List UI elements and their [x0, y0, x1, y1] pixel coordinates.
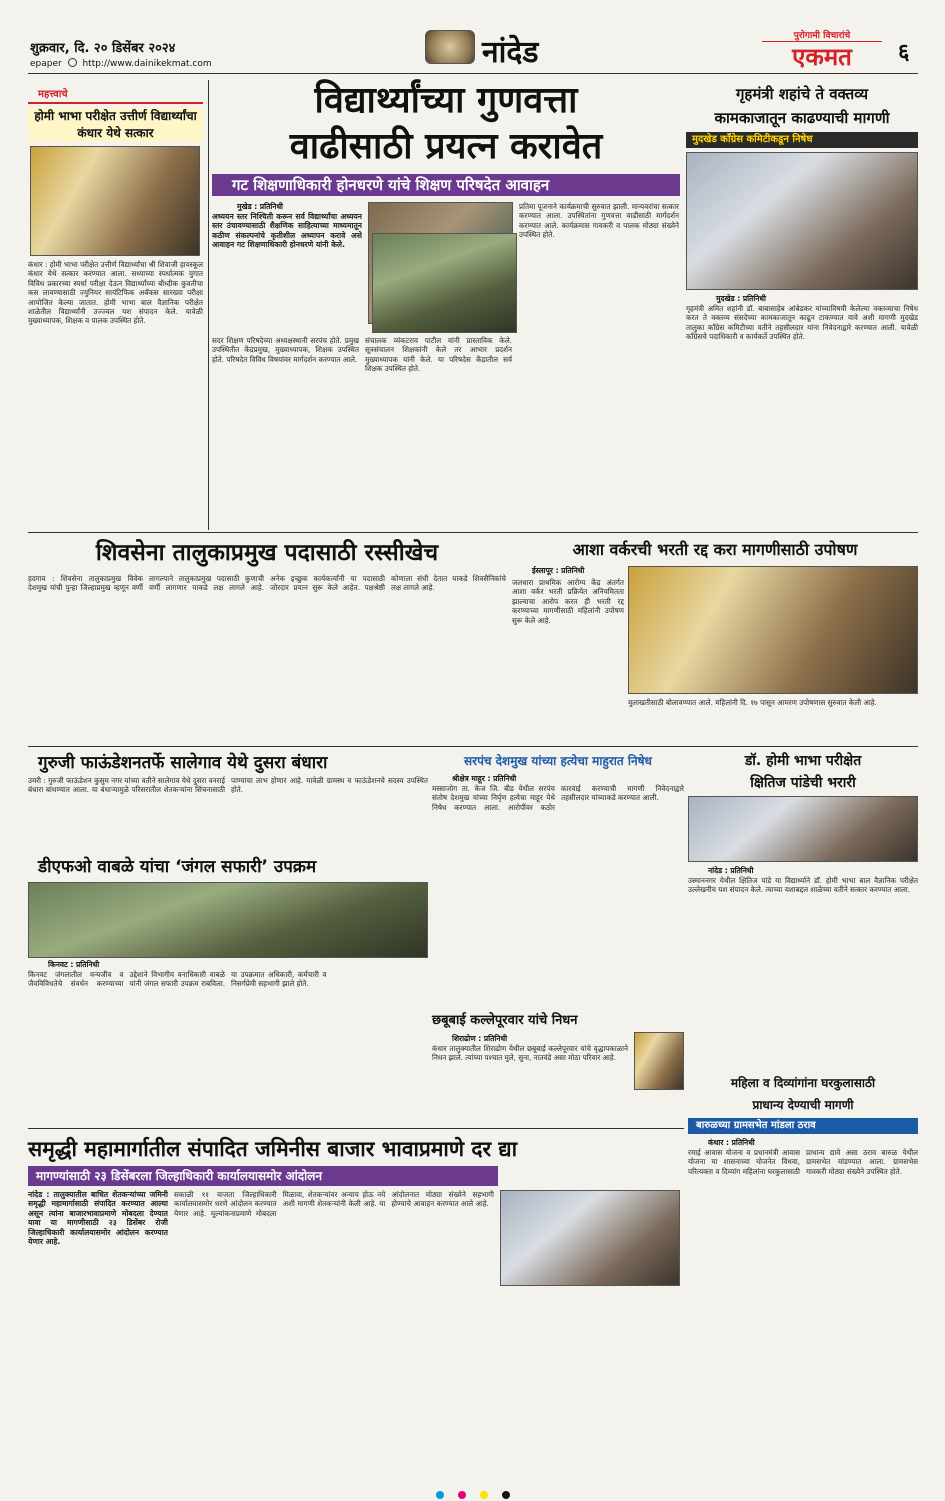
mahila-byline: कंधार : प्रतिनिधी	[708, 1138, 755, 1147]
registration-dot-icon	[436, 1491, 444, 1499]
samruddhi-photo	[500, 1190, 680, 1286]
paper-brand: एकमत	[792, 42, 852, 71]
chhabubai-story	[432, 1010, 684, 1126]
guruji-story	[28, 750, 428, 850]
page-number: ६	[898, 40, 910, 65]
registration-dot-icon	[458, 1491, 466, 1499]
dfo-body: किनवट जंगलातील वन्यजीव व जैवविविधतेचे संवर्धन करण्याच्या उद्देशाने विभागीय वनाधिकारी वाबळे यांनी जंगल सफारी उपक्रम राबविला. या उपक्रमात अधिकारी, कर्मचारी व निसर्गप्रेमी सहभागी झाले होते.	[28, 970, 327, 989]
right-body: गृहमंत्री अमित शहांनी डॉ. बाबासाहेब आंबेडकर यांच्याविषयी केलेल्या वक्तव्याचा निषेध करत ते वक्तव्य संसदेच्या कामकाजातून काढून टाकण्यात यावे अशी मागणी मुदखेड तालुका काँग्रेस कमिटीच्या वतीने तहसीलदार यांना निवेदनाद्वारे करण्यात आली. यावेळी काँग्रेसचे पदाधिकारी व कार्यकर्ते उपस्थित होते.	[686, 304, 918, 342]
asha-caption: मुलाखतीसाठी बोलावण्यात आले. महिलांनी दि. १७ पासून आमरण उपोषणास सुरुवात केली आहे.	[628, 698, 877, 707]
asha-byline: ईस्लापूर : प्रतिनिधी	[532, 566, 585, 575]
asha-story	[512, 536, 918, 744]
dfo-photo	[28, 882, 428, 958]
registration-dot-icon	[480, 1491, 488, 1499]
masthead	[0, 0, 945, 80]
dfo-headline: डीएफओ वाबळे यांचा ‘जंगल सफारी’ उपक्रम	[38, 857, 317, 877]
sarpanch-story	[432, 750, 684, 1040]
homi-headline-line1: डॉ. होमी भाभा परीक्षेत	[744, 753, 862, 769]
lead-headline-line2: वाढीसाठी प्रयत्न करावेत	[289, 126, 603, 167]
mahila-body: रमाई आवास योजना व प्रधानमंत्री आवास योजना या शासनाच्या योजनेत विधवा, परित्यक्ता व दिव्यांग महिलांना घरकुलासाठी प्राधान्य द्यावे असा ठराव बारुळ येथील ग्रामसभेत मांडण्यात आला. ग्रामसभेस गावकरी मोठ्या संख्येने उपस्थित होते.	[688, 1148, 918, 1176]
right-headline-line1: गृहमंत्री शहांचे ते वक्तव्य	[735, 85, 869, 103]
registration-marks	[0, 1488, 945, 1501]
homi-byline: नांदेड : प्रतिनिधी	[708, 866, 754, 875]
city-name: नांदेड	[482, 35, 539, 70]
section-rule-1	[28, 532, 918, 533]
asha-body: जलधारा प्राथमिक आरोग्य केंद्र अंतर्गत आशा वर्कर भरती प्रक्रियेत अनियमितता झाल्याचा आरोप करत ही भरती रद्द करण्याच्या मागणीसाठी महिलांनी उपोषण सुरू केले आहे.	[512, 578, 624, 625]
lead-byline: मुखेड : प्रतिनिधी	[237, 202, 283, 211]
epaper-url[interactable]: http://www.dainikekmat.com	[82, 59, 212, 69]
samruddhi-headline: समृद्धी महामार्गातील संपादित जमिनीस बाजार भावाप्रमाणे दर द्या	[28, 1137, 518, 1161]
chhabubai-headline: छबूबाई कल्लेपूरवार यांचे निधन	[432, 1013, 578, 1028]
shivsena-headline: शिवसेना तालुकाप्रमुख पदासाठी रस्सीखेच	[95, 540, 439, 566]
paper-logo	[762, 28, 882, 74]
right-headline-line2: कामकाजातून काढण्याची मागणी	[714, 109, 890, 127]
right-top-story	[686, 78, 918, 530]
sidebar-photo	[30, 146, 200, 256]
right-photo	[686, 152, 918, 290]
registration-dot-icon	[502, 1491, 510, 1499]
samruddhi-subhead: मागण्यांसाठी २३ डिसेंबरला जिल्हाधिकारी कार्यालयासमोर आंदोलन	[28, 1166, 498, 1186]
lead-headline-line1: विद्यार्थ्यांच्या गुणवत्ता	[314, 80, 578, 121]
right-byline: मुदखेड : प्रतिनिधी	[716, 294, 766, 303]
sidebar-story	[28, 78, 203, 530]
mahila-story	[688, 1072, 918, 1492]
section-rule-2	[28, 746, 918, 747]
sarpanch-headline: सरपंच देशमुख यांच्या हत्येचा माहुरात निषेध	[464, 754, 652, 768]
asha-headline: आशा वर्करची भरती रद्द करा मागणीसाठी उपोषण	[572, 540, 858, 559]
section-rule-3	[28, 1128, 684, 1129]
sidebar-body: कंधार : होमी भाभा परीक्षेत उत्तीर्ण विद्यार्थ्यांचा श्री शिवाजी हायस्कूल कंधार येथे सत्कार करण्यात आला. सध्याच्या स्पर्धात्मक युगात विविध प्रकारच्या स्पर्धा परीक्षा देऊन विद्यार्थ्यांच्या बौध्दीक कुवतीचा कस लावण्यासाठी ज्युनियर सायंटिफिक अबॅकस सारख्या परीक्षा आयोजित केल्या जातात. होमी भाभा बाल वैज्ञानिक परीक्षेत शाळेतील विद्यार्थ्यांनी उज्ज्वल यश संपादन केले. यावेळी मुख्याध्यापक, शिक्षक व पालक उपस्थित होते.	[28, 260, 203, 326]
masthead-rule	[28, 73, 918, 74]
lead-story	[212, 78, 680, 530]
homi-story	[688, 750, 918, 980]
shivsena-body: हदगाव : शिवसेना तालुकाप्रमुख विवेक देशमुख यांची पुन्हा जिल्हाप्रमुख म्हणून वर्णी लागल्याने तालुकाप्रमुख पदासाठी कुणाची वर्णी लागणार याकडे लक्ष लागले आहे. अनेक इच्छुक कार्यकर्त्यांनी या पदासाठी जोरदार प्रयत्न सुरू केले आहेत. पक्षश्रेष्ठी कोणाला संधी देतात याकडे शिवसैनिकांचे लक्ष लागले आहे.	[28, 574, 506, 593]
guruji-headline: गुरुजी फाऊंडेशनतर्फे सालेगाव येथे दुसरा बंधारा	[38, 753, 328, 773]
epaper-label: epaper	[30, 59, 62, 69]
homi-body: उस्माननगर येथील क्षितिज पांडे या विद्यार्थ्याने डॉ. होमी भाभा बाल वैज्ञानिक परीक्षेत उल्लेखनीय यश संपादन केले. त्याच्या यशाबद्दल शाळेच्या वतीने सत्कार करण्यात आला.	[688, 876, 918, 895]
sarpanch-byline: श्रीक्षेत्र माहूर : प्रतिनिधी	[452, 774, 517, 783]
guruji-body: उमरी : गुरुजी फाऊंडेशन कुसुम नगर यांच्या वतीने सालेगाव येथे दुसरा वनराई बंधारा बांधण्यात आला. या बंधाऱ्यामुळे परिसरातील शेतकऱ्यांना सिंचनासाठी पाण्याचा लाभ होणार आहे. यावेळी ग्रामस्थ व फाऊंडेशनचे सदस्य उपस्थित होते.	[28, 776, 428, 795]
homi-photo	[688, 796, 918, 862]
epaper-line	[30, 58, 212, 69]
right-subhead: मुदखेड काँग्रेस कमिटीकडून निषेध	[686, 132, 918, 148]
chhabubai-photo	[634, 1032, 684, 1090]
lead-body-3: प्रतिमा पूजनाने कार्यक्रमाची सुरुवात झाली. मान्यवरांचा सत्कार करण्यात आला. उपस्थितांना गुणवत्ता वाढीसाठी मार्गदर्शन करण्यात आले. कार्यक्रमास गावकरी व पालक मोठ्या संख्येने उपस्थित होते.	[519, 202, 679, 240]
mahila-headline-line2: प्राधान्य देण्याची मागणी	[752, 1098, 854, 1112]
lead-intro: अध्ययन स्तर निश्चिती करून सर्व विद्यार्थ्यांचा अध्ययन स्तर उंचावण्यासाठी शैक्षणिक साहित्याच्या माध्यमातून कठीण संकल्पनांचे कृतीशील अध्यापन करावे असे आवाहन गट शिक्षणाधिकारी होनधरणे यांनी केले.	[212, 212, 362, 250]
dfo-byline: किनवट : प्रतिनिधी	[48, 960, 100, 969]
lead-subhead: गट शिक्षणाधिकारी होनधरणे यांचे शिक्षण परिषदेत आवाहन	[212, 174, 680, 196]
mahila-subhead: बारुळच्या ग्रामसभेत मांडला ठराव	[688, 1118, 918, 1134]
shivsena-story	[28, 536, 506, 744]
sidebar-divider	[208, 80, 209, 530]
samruddhi-body: सकाळी ११ वाजता जिल्हाधिकारी कार्यालयासमोर धरणे आंदोलन करण्यात येणार आहे. मूल्यांकनाप्रमाणे मोबदला मिळावा, शेतकऱ्यांवर अन्याय होऊ नये अशी मागणी शेतकऱ्यांनी केली आहे. या आंदोलनात मोठ्या संख्येने सहभागी होण्याचे आवाहन करण्यात आले आहे.	[174, 1190, 494, 1218]
sidebar-tag: महत्त्वाचे	[28, 78, 203, 104]
homi-headline-line2: क्षितिज पांडेची भरारी	[750, 775, 856, 791]
chhabubai-byline: शिराढोण : प्रतिनिधी	[452, 1034, 508, 1043]
chhabubai-body: कंधार तालुक्यातील शिराढोण येथील छबूबाई कल्लेपूरवार यांचे वृद्धापकाळाने निधन झाले. त्यांच्या पश्चात मुले, सुना, नातवंडे असा मोठा परिवार आहे.	[432, 1044, 628, 1063]
sidebar-headline: होमी भाभा परीक्षेत उत्तीर्ण विद्यार्थ्यांचा कंधार येथे सत्कार	[28, 108, 203, 142]
asha-photo	[628, 566, 918, 694]
lead-body-2: संचालक व्यंकटराव पाटील यांनी प्रास्ताविक केले. सूत्रसंचालन शिक्षकांनी केले तर आभार प्रदर्शन मुख्याध्यापक यांनी केले. या परिषदेस केंद्रातील सर्व शिक्षक उपस्थित होते.	[365, 336, 512, 374]
sarpanch-body: मस्साजोग ता. केज जि. बीड येथील सरपंच संतोष देशमुख यांच्या निर्घृण हत्येचा माहूर येथे निषेध करण्यात आला. आरोपींवर कठोर कारवाई करण्याची मागणी निवेदनाद्वारे तहसीलदार यांच्याकडे करण्यात आली.	[432, 784, 684, 812]
lead-body-1: सदर शिक्षण परिषदेच्या अध्यक्षस्थानी सरपंच होते. प्रमुख उपस्थितीत केंद्रप्रमुख, मुख्याध्यापक, शिक्षक उपस्थित होते. परिषदेत विविध विषयांवर मार्गदर्शन करण्यात आले.	[212, 336, 359, 364]
mahila-headline-line1: महिला व दिव्यांगांना घरकुलासाठी	[730, 1076, 876, 1090]
paper-tagline: पुरोगामी विचारांचे	[762, 28, 882, 42]
samruddhi-story	[28, 1132, 684, 1492]
lead-photo-2	[372, 233, 517, 333]
dfo-story	[28, 854, 428, 1040]
globe-icon	[68, 58, 77, 67]
issue-date: शुक्रवार, दि. २० डिसेंबर २०२४	[30, 41, 176, 56]
samruddhi-intro: नांदेड : तालुक्यातील बाधित शेतकऱ्यांच्या जमिनी समृद्धी महामार्गासाठी संपादित करण्यात आल्या असून त्यांना बाजारभावाप्रमाणे मोबदला देण्यात यावा या मागणीसाठी २३ डिसेंबर रोजी जिल्हाधिकारी कार्यालयासमोर आंदोलन करण्यात येणार आहे.	[28, 1190, 168, 1247]
city-logo-icon	[425, 30, 475, 64]
